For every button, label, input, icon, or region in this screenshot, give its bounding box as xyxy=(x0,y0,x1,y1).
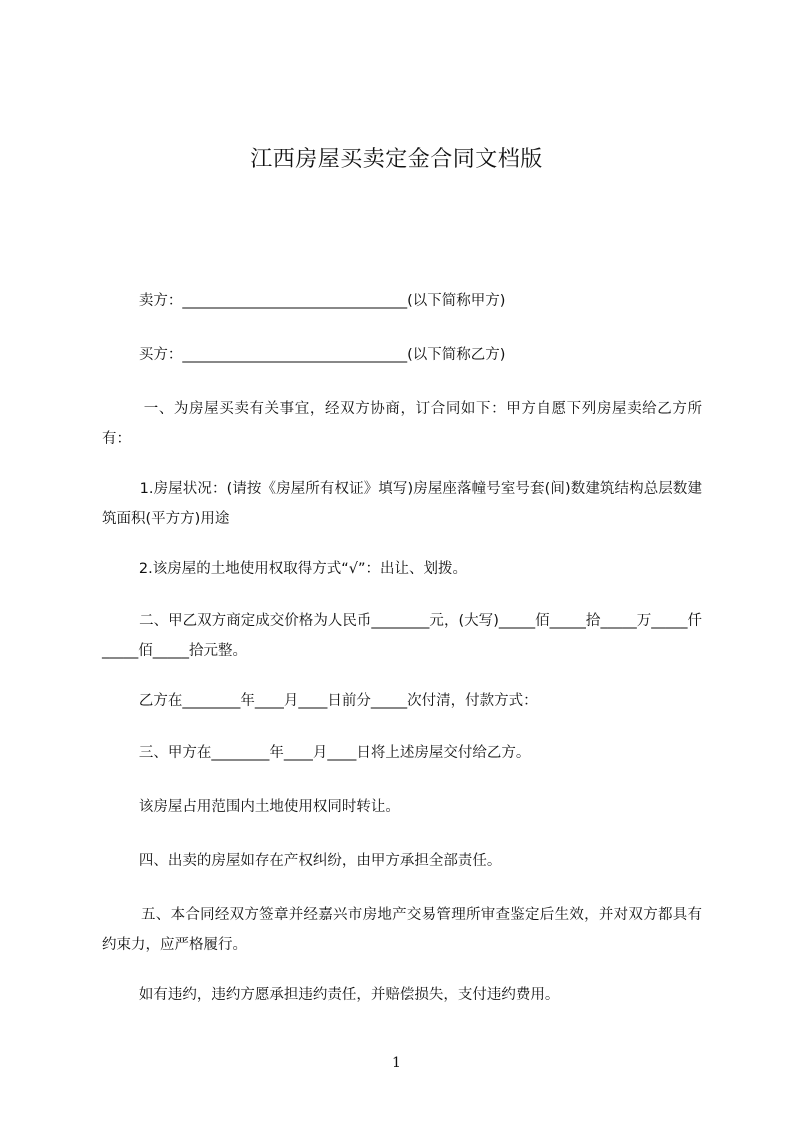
clause-2: 二、甲乙双方商定成交价格为人民币________元，(大写)_____佰_____拾_____万_____仟_____佰_____拾元整。 xyxy=(102,613,703,659)
seller-line: 卖方：_______________________________(以下简称甲方) xyxy=(102,293,506,309)
land-use-line: 该房屋占用范围内土地使用权同时转让。 xyxy=(102,799,400,815)
clause-1-item-2: 2.该房屋的土地使用权取得方式“√”：出让、划拨。 xyxy=(102,561,467,577)
clause-5: 五、本合同经双方签章并经嘉兴市房地产交易管理所审查鉴定后生效，并对双方都具有约束力，应严格履行。 xyxy=(102,907,702,953)
document-title: 江西房屋买卖定金合同文档版 xyxy=(250,147,543,172)
clause-3: 三、甲方在________年____月____日将上述房屋交付给乙方。 xyxy=(102,745,531,761)
payment-line: 乙方在________年____月____日前分_____次付清，付款方式： xyxy=(102,693,538,709)
clause-4: 四、出卖的房屋如存在产权纠纷，由甲方承担全部责任。 xyxy=(102,853,502,869)
clause-1: 一、为房屋买卖有关事宜，经双方协商，订合同如下：甲方自愿下列房屋卖给乙方所有： xyxy=(102,401,702,447)
page-number: 1 xyxy=(392,1055,401,1071)
breach-line: 如有违约，违约方愿承担违约责任，并赔偿损失，支付违约费用。 xyxy=(102,987,560,1003)
buyer-line: 买方：_______________________________(以下简称乙方) xyxy=(102,347,506,363)
clause-1-item-1: 1.房屋状况：(请按《房屋所有权证》填写)房屋座落幢号室号套(间)数建筑结构总层数建筑面积(平方方)用途 xyxy=(102,481,702,527)
